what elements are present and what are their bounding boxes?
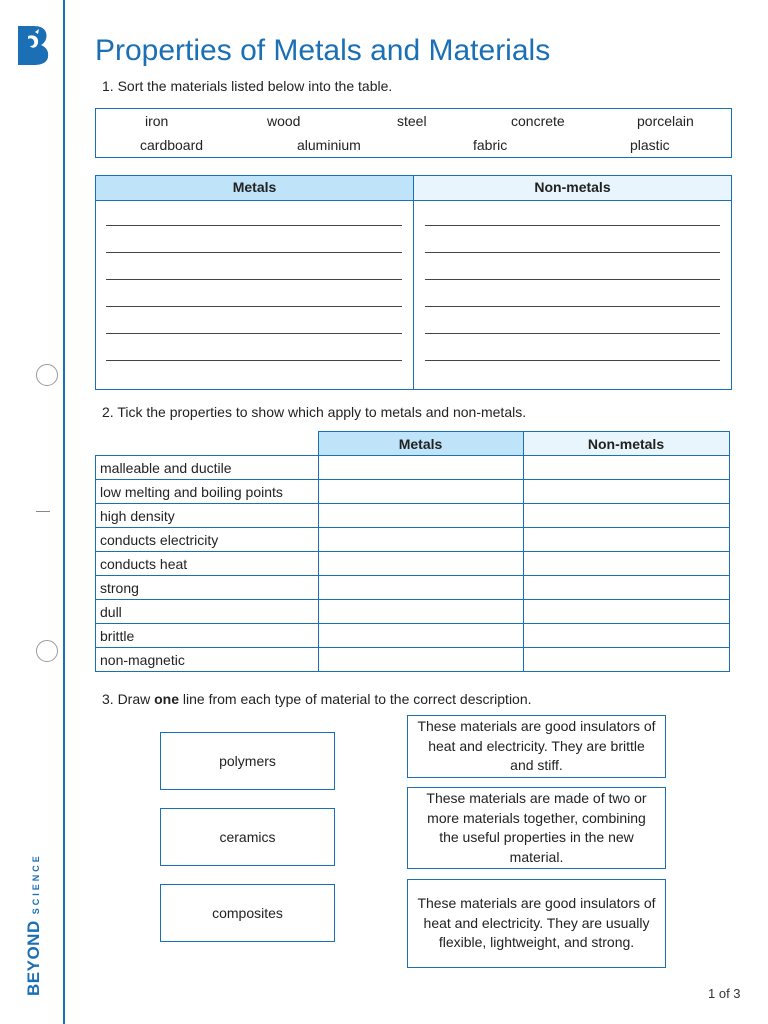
material-type-box-composites[interactable]: composites (160, 884, 335, 942)
tick-cell-metals[interactable] (318, 480, 523, 504)
table-row (96, 552, 730, 576)
material-word: porcelain (637, 113, 694, 129)
tick-cell-metals[interactable] (318, 624, 523, 648)
property-label: dull (96, 600, 319, 624)
description-box-2[interactable] (407, 787, 666, 869)
description-text: These materials are good insulators of heat and electricity. They are brittle and stiff. (417, 718, 656, 774)
property-label: high density (96, 504, 319, 528)
properties-header-metals: Metals (318, 432, 523, 456)
material-type-box-ceramics[interactable]: ceramics (160, 808, 335, 866)
tick-cell-metals[interactable] (318, 576, 523, 600)
property-label: low melting and boiling points (96, 480, 319, 504)
brand-wordmark (24, 853, 44, 996)
table-row (96, 528, 730, 552)
metals-answer-line[interactable] (106, 252, 402, 253)
table-row (96, 576, 730, 600)
question-3-prefix: 3. Draw (102, 691, 155, 707)
property-label: malleable and ductile (96, 456, 319, 480)
non-metals-answer-line[interactable] (425, 360, 720, 361)
tick-cell-non-metals[interactable] (523, 480, 729, 504)
question-2: 2. Tick the properties to show which apply to metals and non-metals. (102, 404, 527, 420)
tick-cell-non-metals[interactable] (523, 624, 729, 648)
tick-cell-non-metals[interactable] (523, 600, 729, 624)
table-row (96, 456, 730, 480)
description-box-3[interactable] (407, 879, 666, 968)
material-word: steel (397, 113, 427, 129)
description-text: These materials are good insulators of heat and electricity. They are usually flexible, lightweight, and strong. (417, 895, 656, 951)
margin-line (63, 0, 65, 1024)
tick-cell-metals[interactable] (318, 504, 523, 528)
brand-name: BEYOND (24, 920, 43, 996)
punch-hole-top (36, 364, 58, 386)
property-label: non-magnetic (96, 648, 319, 672)
non-metals-answer-line[interactable] (425, 279, 720, 280)
page-number: 1 of 3 (708, 986, 741, 1001)
punch-hole-bottom (36, 640, 58, 662)
tick-cell-non-metals[interactable] (523, 504, 729, 528)
material-word: fabric (473, 137, 508, 153)
question-3 (102, 691, 532, 707)
material-word: iron (145, 113, 169, 129)
sort-divider (413, 176, 414, 389)
property-label: brittle (96, 624, 319, 648)
question-3-bold: one (154, 691, 180, 707)
material-word: wood (267, 113, 301, 129)
description-box-1[interactable] (407, 715, 666, 778)
brand-sub: SCIENCE (31, 853, 41, 915)
sort-header-non-metals: Non-metals (414, 176, 731, 201)
material-word: aluminium (297, 137, 361, 153)
table-row (96, 480, 730, 504)
non-metals-answer-line[interactable] (425, 252, 720, 253)
non-metals-answer-line[interactable] (425, 225, 720, 226)
metals-answer-line[interactable] (106, 333, 402, 334)
description-text: These materials are made of two or more materials together, combining the useful properties in the new material. (426, 790, 647, 865)
tick-cell-non-metals[interactable] (523, 456, 729, 480)
sort-header-metals: Metals (96, 176, 413, 201)
properties-table (95, 431, 730, 672)
table-row (96, 600, 730, 624)
material-type-box-polymers[interactable]: polymers (160, 732, 335, 790)
metals-answer-line[interactable] (106, 306, 402, 307)
question-1: 1. Sort the materials listed below into the table. (102, 78, 393, 94)
tick-cell-metals[interactable] (318, 552, 523, 576)
non-metals-answer-line[interactable] (425, 333, 720, 334)
material-word: cardboard (140, 137, 204, 153)
material-word: plastic (630, 137, 670, 153)
property-label: strong (96, 576, 319, 600)
page-title: Properties of Metals and Materials (95, 34, 551, 67)
tick-cell-non-metals[interactable] (523, 552, 729, 576)
question-3-suffix: line from each type of material to the correct description. (179, 691, 532, 707)
tick-cell-non-metals[interactable] (523, 648, 729, 672)
tick-cell-non-metals[interactable] (523, 528, 729, 552)
tick-cell-metals[interactable] (318, 600, 523, 624)
tick-cell-metals[interactable] (318, 456, 523, 480)
property-label: conducts electricity (96, 528, 319, 552)
sort-table (95, 175, 732, 390)
properties-header-non-metals: Non-metals (523, 432, 729, 456)
table-row (96, 624, 730, 648)
material-word: concrete (511, 113, 565, 129)
properties-corner (96, 432, 319, 456)
materials-word-bank (95, 108, 732, 158)
beyond-logo-icon (14, 24, 52, 66)
tick-cell-metals[interactable] (318, 528, 523, 552)
tick-cell-metals[interactable] (318, 648, 523, 672)
table-row (96, 504, 730, 528)
metals-answer-line[interactable] (106, 225, 402, 226)
metals-answer-line[interactable] (106, 360, 402, 361)
tick-cell-non-metals[interactable] (523, 576, 729, 600)
metals-answer-line[interactable] (106, 279, 402, 280)
fold-mark (36, 511, 50, 512)
table-row (96, 648, 730, 672)
property-label: conducts heat (96, 552, 319, 576)
non-metals-answer-line[interactable] (425, 306, 720, 307)
